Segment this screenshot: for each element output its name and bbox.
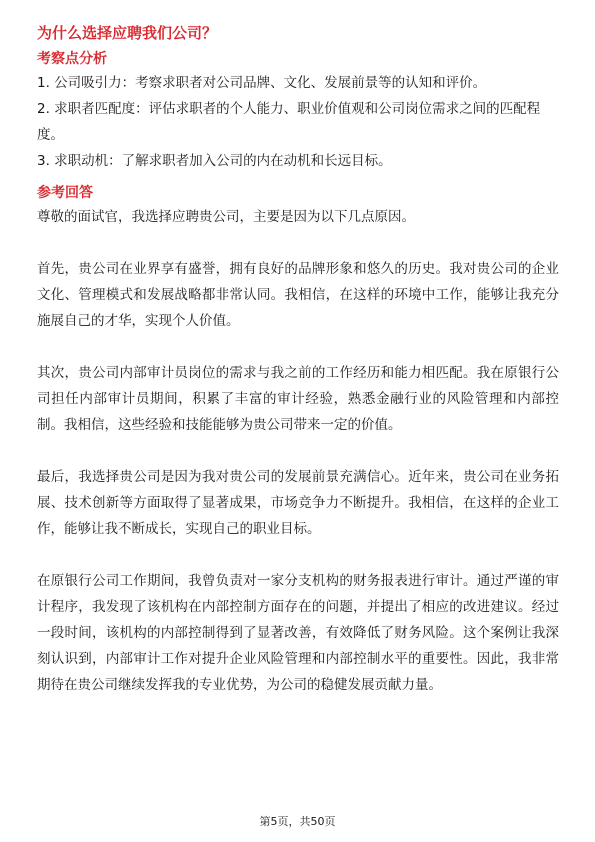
question-title: 为什么选择应聘我们公司？ [37,24,218,42]
analysis-item: 2. 求职者匹配度：评估求职者的个人能力、职业价值观和公司岗位需求之间的匹配程度。 [37,101,541,143]
answer-paragraph: 最后，我选择贵公司是因为我对贵公司的发展前景充满信心。近年来，贵公司在业务拓展、技术创新等方面取得了显著成果，市场竞争力不断提升。我相信，在这样的企业工作，能够让我不断成长，实现自己的职业目标。 [37,469,559,537]
document-page [37,22,559,724]
answer-paragraph: 尊敬的面试官，我选择应聘贵公司，主要是因为以下几点原因。 [37,209,415,225]
analysis-item: 3. 求职动机：了解求职者加入公司的内在动机和长远目标。 [37,153,392,169]
analysis-item: 1. 公司吸引力：考察求职者对公司品牌、文化、发展前景等的认知和评价。 [37,75,487,91]
answer-heading: 参考回答 [37,185,93,201]
answer-paragraph: 其次，贵公司内部审计员岗位的需求与我之前的工作经历和能力相匹配。我在原银行公司担任内部审计员期间，积累了丰富的审计经验，熟悉金融行业的风险管理和内部控制。我相信，这些经验和技能能够为贵公司带来一定的价值。 [37,365,559,433]
page-number-footer: 第5页，共50页 [259,815,336,828]
answer-paragraph: 首先，贵公司在业界享有盛誉，拥有良好的品牌形象和悠久的历史。我对贵公司的企业文化、管理模式和发展战略都非常认同。我相信，在这样的环境中工作，能够让我充分施展自己的才华，实现个人价值。 [37,261,559,329]
analysis-list [37,70,559,174]
analysis-heading: 考察点分析 [37,51,107,67]
answer-paragraph: 在原银行公司工作期间，我曾负责对一家分支机构的财务报表进行审计。通过严谨的审计程序，我发现了该机构在内部控制方面存在的问题，并提出了相应的改进建议。经过一段时间，该机构的内部控制得到了显著改善，有效降低了财务风险。这个案例让我深刻认识到，内部审计工作对提升企业风险管理和内部控制水平的重要性。因此，我非常期待在贵公司继续发挥我的专业优势，为公司的稳健发展贡献力量。 [37,573,559,693]
